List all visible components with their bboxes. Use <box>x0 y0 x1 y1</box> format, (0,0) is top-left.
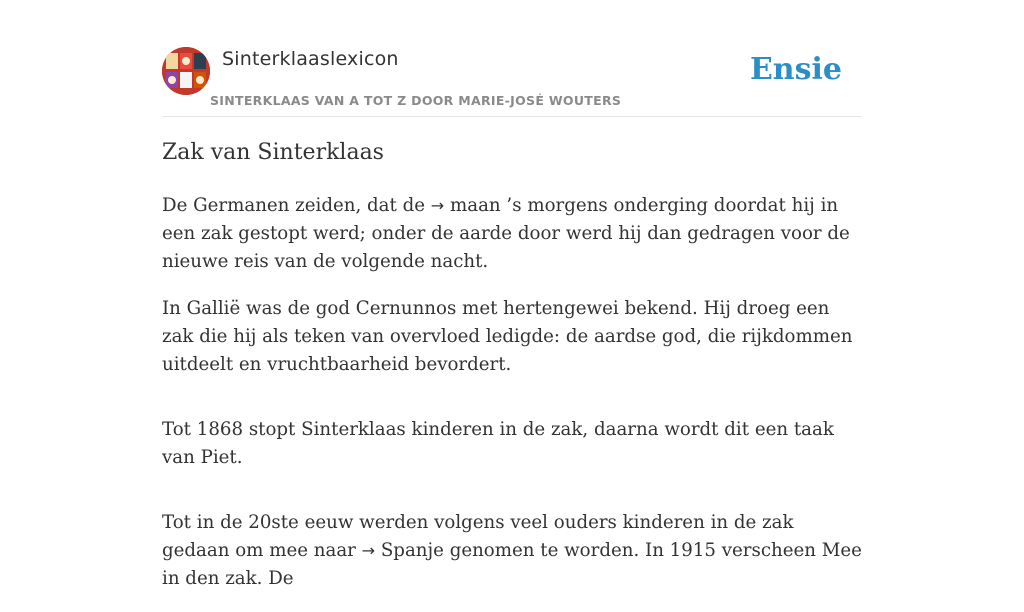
brand-logo[interactable]: Ensie <box>749 52 842 87</box>
link-maan[interactable] <box>431 195 501 216</box>
avatar-image <box>162 47 210 95</box>
link-text: maan <box>449 195 501 216</box>
site-title[interactable]: Sinterklaaslexicon <box>222 48 399 70</box>
avatar[interactable] <box>162 47 210 95</box>
arrow-right-icon: → <box>361 541 376 560</box>
paragraph-text: genomen te worden. In 1915 verscheen Mee in den zak. De <box>162 540 862 589</box>
site-subtitle: SINTERKLAAS VAN A TOT Z DOOR MARIE-JOSÉ WOUTERS <box>210 93 622 108</box>
paragraph <box>162 509 864 593</box>
link-text: Spanje <box>380 540 444 561</box>
site-header <box>162 46 862 117</box>
entry-title: Zak van Sinterklaas <box>162 140 384 165</box>
paragraph-text: De Germanen zeiden, dat de <box>162 195 431 216</box>
link-spanje[interactable] <box>362 540 444 561</box>
paragraph-text: ’s morgens onderging doordat hij in een zak gestopt werd; onder de aarde door werd hij dan gedragen voor de nieuwe reis van de volgende nacht. <box>162 195 850 272</box>
paragraph-text: Tot in de 20ste eeuw werden volgens veel ouders kinderen in de zak gedaan om mee naar <box>162 512 794 561</box>
entry-content <box>162 192 864 612</box>
arrow-right-icon: → <box>430 196 445 215</box>
paragraph <box>162 192 864 276</box>
paragraph: Tot 1868 stopt Sinterklaas kinderen in de zak, daarna wordt dit een taak van Piet. <box>162 419 834 468</box>
paragraph: In Gallië was de god Cernunnos met hertengewei bekend. Hij droeg een zak die hij als teken van overvloed ledigde: de aardse god, die rijkdommen uitdeelt en vruchtbaarheid bevordert. <box>162 298 853 375</box>
